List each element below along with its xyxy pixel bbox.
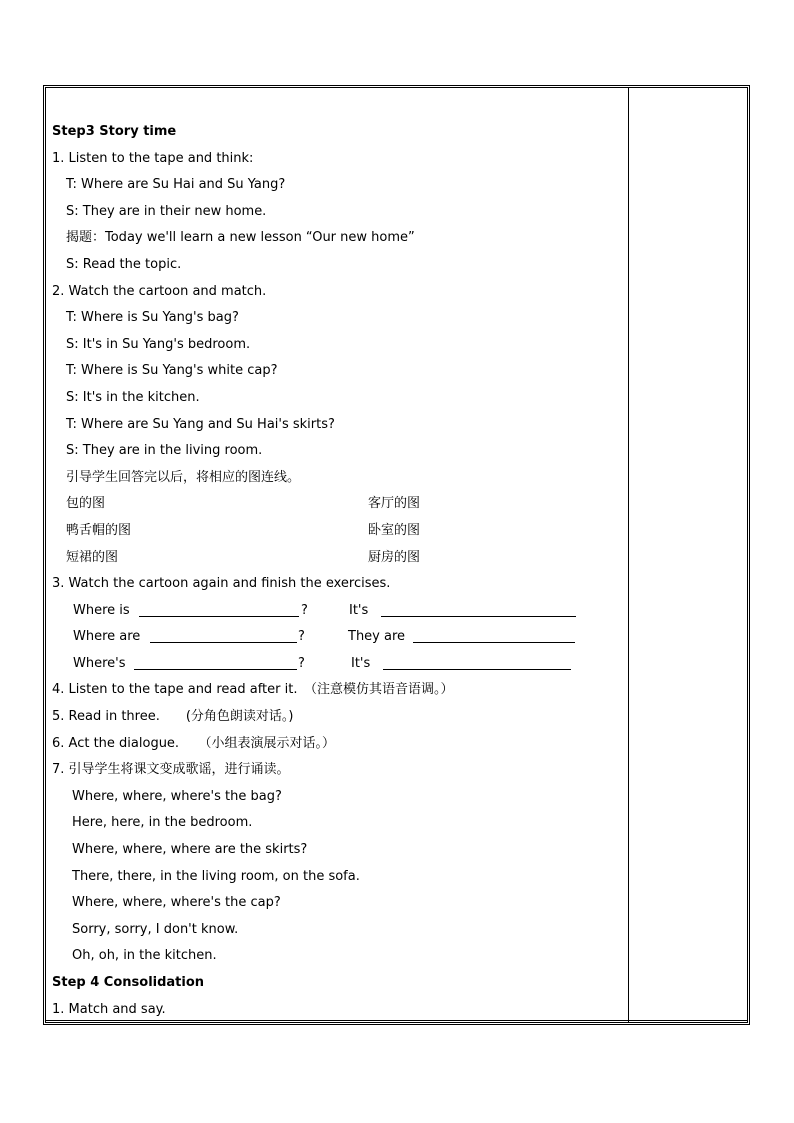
step4-item-1: 1. Match and say. [52,1001,166,1017]
exercise-question: Where's [73,655,126,671]
exercise-row [52,624,622,651]
chant-line: Sorry, sorry, I don't know. [72,921,239,937]
match-right: 客厅的图 [368,496,421,512]
step4-heading: Step 4 Consolidation [52,975,205,990]
teacher-guide: 引导学生回答完以后，将相应的图连线。 [66,469,301,485]
match-row [52,545,622,572]
dialogue-line: S: They are in their new home. [66,203,267,219]
dialogue-line: T: Where is Su Yang's bag? [66,310,239,326]
dialogue-line: T: Where is Su Yang's white cap? [66,363,278,379]
match-row [52,518,622,545]
exercise-row [52,598,622,625]
match-left: 鸭舌帽的图 [66,522,132,538]
match-row [52,491,622,518]
step3-heading: Step3 Story time [52,124,177,139]
question-mark: ? [298,629,305,645]
dialogue-line: T: Where are Su Yang and Su Hai's skirts? [66,416,335,432]
topic-line: 揭题：Today we'll learn a new lesson “Our new home” [66,230,415,246]
column-divider [628,88,629,1022]
chant-line: Where, where, where are the skirts? [72,842,308,858]
step3-item-3: 3. Watch the cartoon again and finish the exercises. [52,576,391,592]
question-mark: ? [298,655,305,671]
chant-line: Where, where, where's the cap? [72,895,281,911]
answer-blank [150,628,297,643]
dialogue-line: S: They are in the living room. [66,443,263,459]
match-right: 卧室的图 [368,522,421,538]
lesson-content [52,119,622,1023]
chant-line: Here, here, in the bedroom. [72,815,253,831]
match-right: 厨房的图 [368,549,421,565]
step3-item-5: 5. Read in three. (分角色朗读对话。) [52,709,294,725]
answer-blank [139,602,299,617]
exercise-row [52,651,622,678]
step3-item-1: 1. Listen to the tape and think: [52,150,254,166]
step3-item-4: 4. Listen to the tape and read after it. （注意模仿其语音语调。） [52,682,454,698]
dialogue-line: S: It's in Su Yang's bedroom. [66,336,251,352]
question-mark: ? [301,602,308,618]
step3-item-2: 2. Watch the cartoon and match. [52,283,267,299]
dialogue-line: T: Where are Su Hai and Su Yang? [66,177,286,193]
chant-line: Where, where, where's the bag? [72,788,282,804]
answer-blank [413,628,575,643]
exercise-answer: They are [348,629,406,645]
match-left: 包的图 [66,496,106,512]
chant-line: There, there, in the living room, on the sofa. [72,868,360,884]
exercise-question: Where are [73,629,141,645]
step3-item-6: 6. Act the dialogue. （小组表演展示对话。） [52,735,336,751]
exercise-answer: It's [349,602,369,618]
answer-blank [134,655,297,670]
answer-blank [381,602,576,617]
chant-line: Oh, oh, in the kitchen. [72,948,217,964]
step3-item-7: 7. 引导学生将课文变成歌谣，进行诵读。 [52,762,290,778]
dialogue-line: S: It's in the kitchen. [66,389,200,405]
answer-blank [383,655,571,670]
match-left: 短裙的图 [66,549,119,565]
dialogue-line: S: Read the topic. [66,256,182,272]
exercise-answer: It's [351,655,371,671]
exercise-question: Where is [73,602,130,618]
